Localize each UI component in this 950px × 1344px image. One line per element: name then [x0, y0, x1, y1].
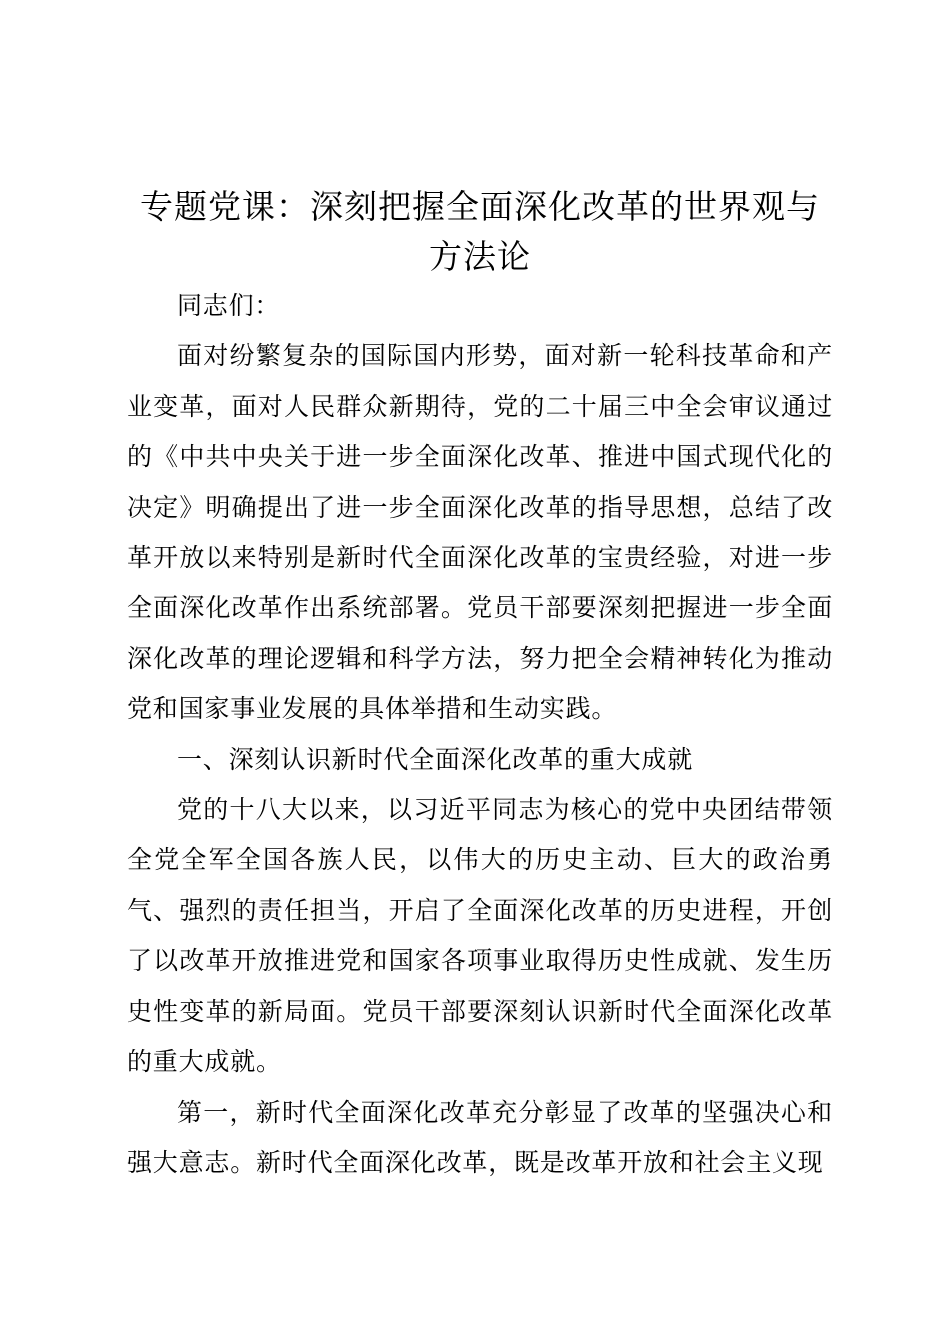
- document-title: [110, 182, 850, 282]
- salutation: 同志们：: [177, 291, 281, 320]
- title-line-2: 方法论: [429, 237, 531, 276]
- section-heading-1: 一、深刻认识新时代全面深化改革的重大成就: [177, 744, 694, 774]
- title-line-1: 专题党课：深刻把握全面深化改革的世界观与: [140, 187, 820, 226]
- document-body: [127, 281, 833, 1188]
- paragraph-achievements: 党的十八大以来，以习近平同志为核心的党中央团结带领全党全军全国各族人民，以伟大的历史主动、巨大的政治勇气、强烈的责任担当，开启了全面深化改革的历史进程，开创了以改革开放推进党和国家各项事业取得历史性成就、发生历史性变革的新局面。党员干部要深刻认识新时代全面深化改革的重大成就。: [127, 795, 833, 1077]
- paragraph-first-point: 第一，新时代全面深化改革充分彰显了改革的坚强决心和强大意志。新时代全面深化改革，既是改革开放和社会主义现: [127, 1097, 833, 1177]
- paragraph-intro: 面对纷繁复杂的国际国内形势，面对新一轮科技革命和产业变革，面对人民群众新期待，党的二十届三中全会审议通过的《中共中央关于进一步全面深化改革、推进中国式现代化的决定》明确提出了进一步全面深化改革的指导思想，总结了改革开放以来特别是新时代全面深化改革的宝贵经验，对进一步全面深化改革作出系统部署。党员干部要深刻把握进一步全面深化改革的理论逻辑和科学方法，努力把全会精神转化为推动党和国家事业发展的具体举措和生动实践。: [127, 341, 833, 724]
